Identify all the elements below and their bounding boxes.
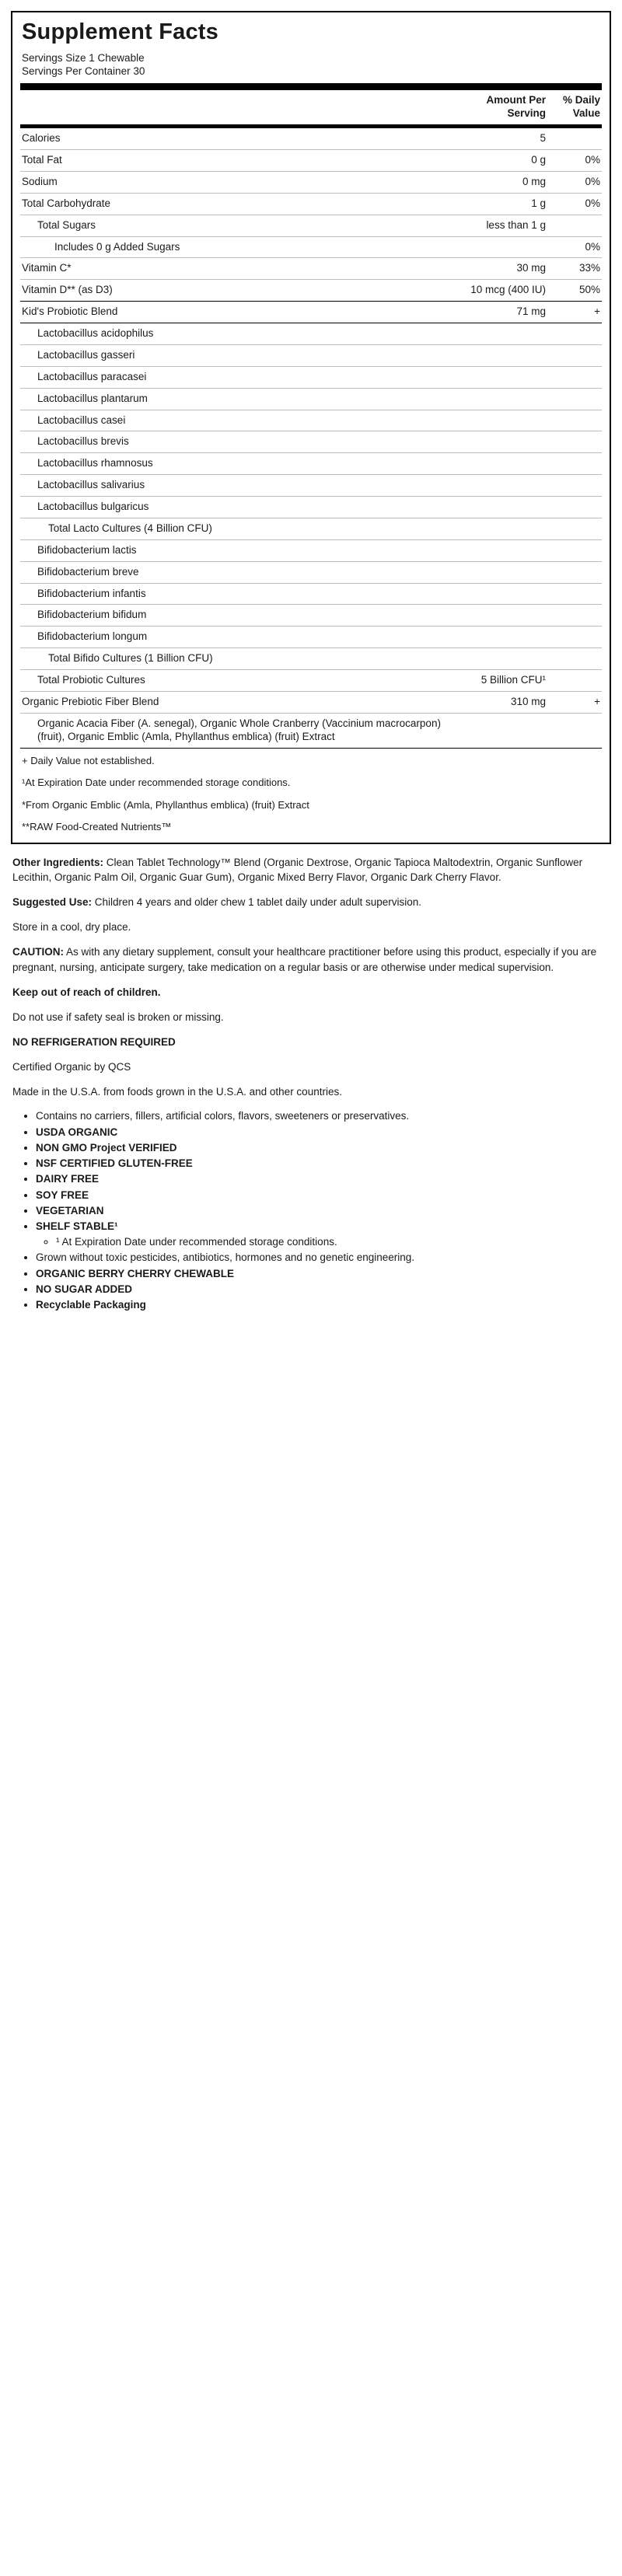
list-item-shelf-stable [36,1220,610,1249]
shelf-stable-subnote-list [36,1235,610,1249]
row-label: Sodium [20,171,459,193]
row-label: Bifidobacterium lactis [20,539,459,561]
made-in-usa: Made in the U.S.A. from foods grown in the U.S.A. and other countries. [12,1086,342,1098]
row-label: Vitamin D** (as D3) [20,280,459,302]
row-label: Bifidobacterium infantis [20,583,459,605]
table-row-strain [20,561,602,583]
row-amount: less than 1 g [459,215,547,236]
list-item: • NON GMO Project VERIFIED [36,1141,610,1155]
row-label: Lactobacillus paracasei [20,366,459,388]
claims-list [12,1109,610,1312]
other-ingredients-text: Clean Tablet Technology™ Blend (Organic Dextrose, Organic Tapioca Maltodextrin, Organic Sunflower Lecithin, Organic Palm Oil, Organic Guar Gum), Organic Mixed Berry Flavor, Organic Dark Cherry Flavor. [12,856,583,883]
suggested-use-label: Suggested Use: [12,896,93,909]
row-label: Lactobacillus casei [20,410,459,431]
additional-info-section [11,855,611,1313]
table-row-total-sugars [20,215,602,236]
row-dv [547,539,602,561]
row-label: Total Fat [20,150,459,172]
row-dv [547,670,602,692]
table-row-calories [20,128,602,149]
row-label: Includes 0 g Added Sugars [20,236,459,258]
safety-seal-warning: Do not use if safety seal is broken or missing. [12,1011,224,1023]
table-row-strain [20,344,602,366]
row-amount [459,539,547,561]
header-amount-per-serving: Amount Per Serving [486,94,546,120]
caution-label: CAUTION: [12,946,64,958]
table-row-strain [20,431,602,453]
list-item-label: SHELF STABLE¹ [36,1220,118,1232]
row-label: Bifidobacterium longum [20,627,459,648]
row-label: Organic Prebiotic Fiber Blend [20,691,459,713]
row-amount [459,497,547,518]
panel-footnotes [20,749,602,838]
row-amount [459,475,547,497]
row-label: Bifidobacterium breve [20,561,459,583]
row-label: Kid's Probiotic Blend [20,302,459,323]
row-dv: 50% [547,280,602,302]
table-row-strain [20,453,602,475]
row-amount [459,410,547,431]
row-dv [547,453,602,475]
row-amount: 0 g [459,150,547,172]
row-amount: 71 mg [459,302,547,323]
table-row-total-probiotic-cultures [20,670,602,692]
row-amount [459,236,547,258]
row-dv [547,605,602,627]
row-label: Lactobacillus brevis [20,431,459,453]
row-amount [459,518,547,539]
row-dv [547,627,602,648]
other-ingredients [12,855,610,885]
table-row-strain [20,583,602,605]
row-amount: 5 Billion CFU¹ [459,670,547,692]
list-item: • NO SUGAR ADDED [36,1283,610,1297]
row-dv [547,366,602,388]
row-amount: 10 mcg (400 IU) [459,280,547,302]
row-amount [459,388,547,410]
header-daily-value: % Daily Value [562,94,600,120]
table-row-kids-probiotic-blend [20,302,602,323]
list-item: • VEGETARIAN [36,1204,610,1218]
list-item: • SOY FREE [36,1189,610,1202]
footnote-raw-nutrients: **RAW Food-Created Nutrients™ [22,821,172,833]
row-amount: 30 mg [459,258,547,280]
row-dv: 0% [547,171,602,193]
row-label: Lactobacillus salivarius [20,475,459,497]
row-label: Total Sugars [20,215,459,236]
row-amount [459,561,547,583]
supplement-facts-panel [11,11,611,844]
row-amount [459,583,547,605]
header-blank [20,90,459,124]
row-dv [547,410,602,431]
certified-organic: Certified Organic by QCS [12,1061,131,1073]
caution-text: As with any dietary supplement, consult your healthcare practitioner before using this product, especially if you are pregnant, nursing, anticipate surgery, take medication on a regular basis or are otherwise under medical supervision. [12,946,597,973]
table-row-organic-prebiotic-fiber-blend [20,691,602,713]
row-dv: 0% [547,193,602,215]
list-item-subnote: ◦ ¹ At Expiration Date under recommended storage conditions. [56,1235,610,1249]
row-dv: 33% [547,258,602,280]
row-label: Calories [20,128,459,149]
row-dv [547,215,602,236]
row-dv [547,518,602,539]
row-dv: + [547,302,602,323]
list-item: • Recyclable Packaging [36,1298,610,1312]
row-amount [459,713,547,748]
row-dv [547,648,602,670]
row-amount [459,453,547,475]
row-dv [547,323,602,345]
table-row-sodium [20,171,602,193]
keep-out-of-reach: Keep out of reach of children. [12,986,161,998]
table-row-added-sugars [20,236,602,258]
row-amount: 310 mg [459,691,547,713]
row-amount [459,366,547,388]
table-row-strain [20,539,602,561]
row-dv [547,475,602,497]
row-dv [547,583,602,605]
list-item: • DAIRY FREE [36,1172,610,1186]
footnote-vitamin-c-source: *From Organic Emblic (Amla, Phyllanthus emblica) (fruit) Extract [22,798,309,811]
caution [12,944,610,974]
serving-size: Servings Size 1 Chewable [22,51,145,64]
list-item: • NSF CERTIFIED GLUTEN-FREE [36,1157,610,1171]
row-dv [547,344,602,366]
row-dv: + [547,691,602,713]
list-item: • Grown without toxic pesticides, antibiotics, hormones and no genetic engineering. [36,1251,610,1265]
row-label: Total Carbohydrate [20,193,459,215]
footnote-daily-value: + Daily Value not established. [22,754,155,766]
row-amount: 0 mg [459,171,547,193]
row-amount [459,323,547,345]
row-amount [459,605,547,627]
row-dv [547,713,602,748]
table-row-strain [20,410,602,431]
table-row-total-lacto-cultures [20,518,602,539]
list-item: • USDA ORGANIC [36,1126,610,1140]
nutrition-table [20,90,602,124]
row-amount [459,344,547,366]
table-row-strain [20,388,602,410]
table-row-strain [20,475,602,497]
row-dv [547,561,602,583]
table-row-vitamin-c [20,258,602,280]
row-amount [459,648,547,670]
row-amount [459,431,547,453]
table-row-strain [20,323,602,345]
storage-instructions: Store in a cool, dry place. [12,921,131,934]
table-row-prebiotic-ingredients [20,713,602,748]
row-dv: 0% [547,236,602,258]
table-row-strain [20,605,602,627]
table-row-strain [20,627,602,648]
row-dv [547,497,602,518]
list-item: • Contains no carriers, fillers, artificial colors, flavors, sweeteners or preservatives. [36,1109,610,1123]
table-row-vitamin-d [20,280,602,302]
table-row-strain [20,497,602,518]
panel-title: Supplement Facts [22,19,218,44]
row-label: Vitamin C* [20,258,459,280]
row-dv [547,431,602,453]
list-item: • ORGANIC BERRY CHERRY CHEWABLE [36,1267,610,1281]
row-amount: 1 g [459,193,547,215]
table-row-strain [20,366,602,388]
row-dv [547,388,602,410]
row-label: Organic Acacia Fiber (A. senegal), Organic Whole Cranberry (Vaccinium macrocarpon) (fruit), Organic Emblic (Amla, Phyllanthus emblica) (fruit) Extract [20,713,459,748]
row-amount [459,627,547,648]
table-row-total-carbohydrate [20,193,602,215]
nutrition-rows [20,128,602,748]
table-row-total-bifido-cultures [20,648,602,670]
row-dv [547,128,602,149]
row-label: Total Lacto Cultures (4 Billion CFU) [20,518,459,539]
row-label: Lactobacillus gasseri [20,344,459,366]
servings-per-container: Servings Per Container 30 [22,65,145,78]
row-label: Total Probiotic Cultures [20,670,459,692]
row-label: Lactobacillus rhamnosus [20,453,459,475]
row-label: Lactobacillus bulgaricus [20,497,459,518]
other-ingredients-label: Other Ingredients: [12,856,104,868]
row-label: Lactobacillus plantarum [20,388,459,410]
row-label: Total Bifido Cultures (1 Billion CFU) [20,648,459,670]
no-refrigeration-required: NO REFRIGERATION REQUIRED [12,1035,176,1048]
footnote-expiration: ¹At Expiration Date under recommended storage conditions. [22,777,291,789]
row-label: Lactobacillus acidophilus [20,323,459,345]
suggested-use [12,895,610,909]
suggested-use-text: Children 4 years and older chew 1 tablet daily under adult supervision. [92,896,422,909]
table-header-row [20,90,602,124]
table-row-total-fat [20,150,602,172]
row-label: Bifidobacterium bifidum [20,605,459,627]
divider-thick-top [20,83,602,90]
row-amount: 5 [459,128,547,149]
row-dv: 0% [547,150,602,172]
